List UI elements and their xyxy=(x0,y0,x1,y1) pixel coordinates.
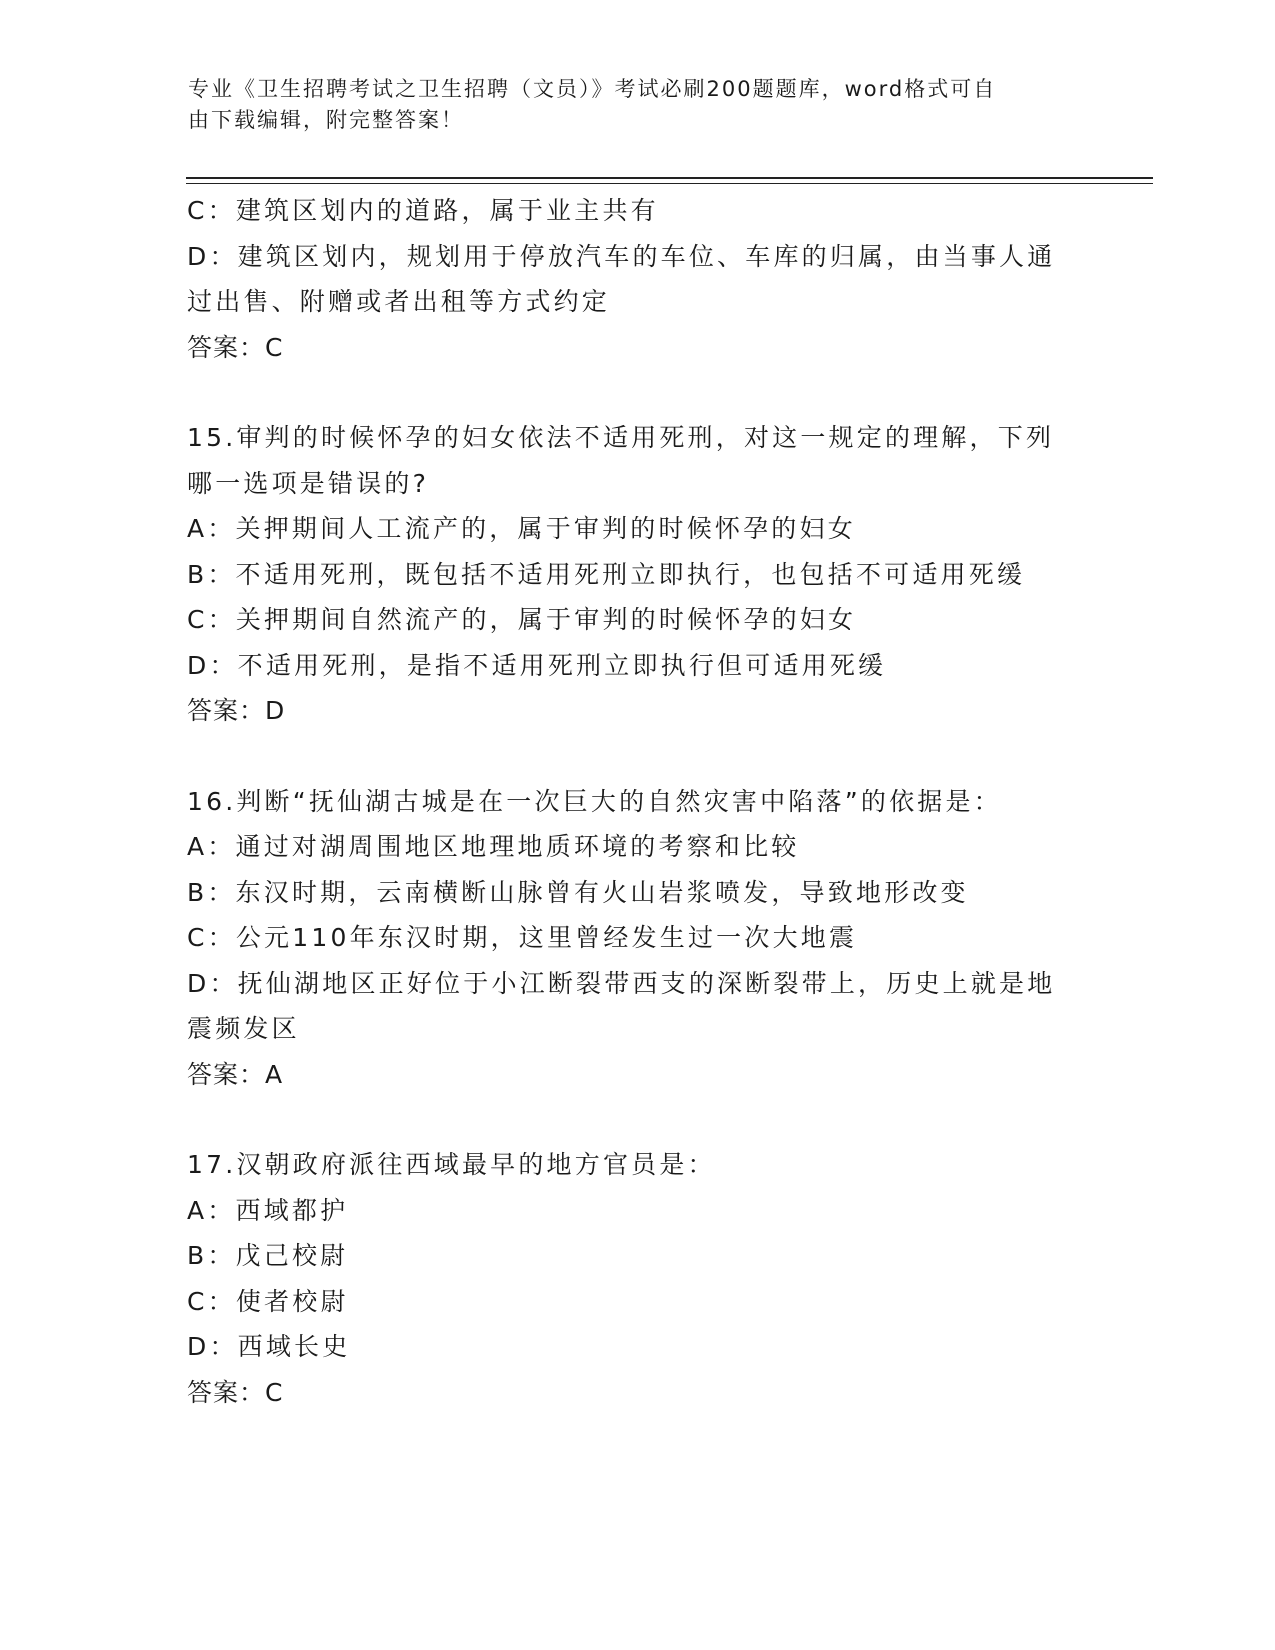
answer: 答案：D xyxy=(187,696,286,725)
option-a: A：关押期间人工流产的，属于审判的时候怀孕的妇女 xyxy=(187,514,856,543)
option-b: B：不适用死刑，既包括不适用死刑立即执行，也包括不可适用死缓 xyxy=(187,559,1026,589)
question-body xyxy=(187,188,1087,1415)
option-d: D：不适用死刑，是指不适用死刑立即执行但可适用死缓 xyxy=(187,650,887,680)
option-d: D：西域长史 xyxy=(187,1332,351,1361)
answer: 答案：C xyxy=(187,332,284,362)
question-16 xyxy=(187,779,1087,1098)
question-15 xyxy=(187,415,1087,734)
spacer xyxy=(187,370,1087,415)
option-c: C：建筑区划内的道路，属于业主共有 xyxy=(187,196,659,225)
header-line: 专业《卫生招聘考试之卫生招聘（文员）》考试必刷200题题库，word格式可自 xyxy=(188,77,997,101)
header-line: 由下载编辑，附完整答案！ xyxy=(188,108,464,132)
option-d-continued: 震频发区 xyxy=(187,1014,300,1043)
spacer xyxy=(187,734,1087,779)
option-d: D：抚仙湖地区正好位于小江断裂带西支的深断裂带上，历史上就是地 xyxy=(187,968,1056,998)
header-rule-thick xyxy=(186,177,1153,179)
option-b: B：戊己校尉 xyxy=(187,1241,349,1270)
question-14 xyxy=(187,188,1087,370)
spacer xyxy=(187,1097,1087,1142)
question-stem: 15.审判的时候怀孕的妇女依法不适用死刑，对这一规定的理解，下列 xyxy=(187,423,1055,452)
option-c: C：公元110年东汉时期，这里曾经发生过一次大地震 xyxy=(187,923,858,952)
option-a: A：通过对湖周围地区地理地质环境的考察和比较 xyxy=(187,832,800,861)
question-stem: 17.汉朝政府派往西域最早的地方官员是： xyxy=(187,1150,716,1179)
option-a: A：西域都护 xyxy=(187,1195,349,1225)
page-header xyxy=(188,74,1068,136)
option-c: C：关押期间自然流产的，属于审判的时候怀孕的妇女 xyxy=(187,605,857,634)
option-d: D：建筑区划内，规划用于停放汽车的车位、车库的归属，由当事人通 xyxy=(187,241,1056,271)
answer: 答案：A xyxy=(187,1059,284,1089)
question-stem-continued: 哪一选项是错误的? xyxy=(187,468,430,498)
option-b: B：东汉时期，云南横断山脉曾有火山岩浆喷发，导致地形改变 xyxy=(187,877,969,907)
option-c: C：使者校尉 xyxy=(187,1286,349,1316)
question-stem: 16.判断“抚仙湖古城是在一次巨大的自然灾害中陷落”的依据是： xyxy=(187,786,1002,816)
question-17 xyxy=(187,1142,1087,1415)
answer: 答案：C xyxy=(187,1377,284,1407)
header-rule-thin xyxy=(186,183,1153,184)
option-d-continued: 过出售、附赠或者出租等方式约定 xyxy=(187,287,611,316)
